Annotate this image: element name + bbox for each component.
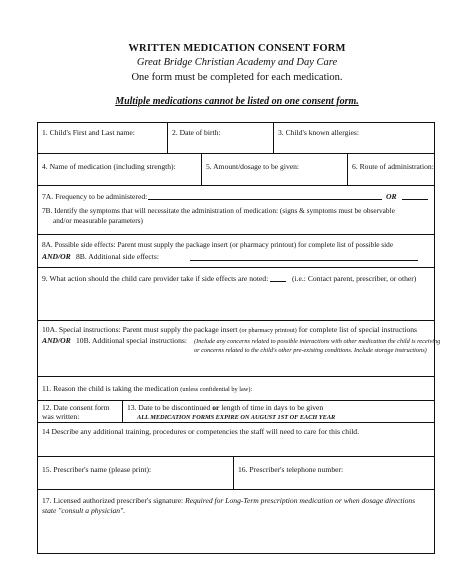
- reason-label: [42, 384, 252, 394]
- additional-instructions-note1: (Include any concerns related to possible interactions with other medication the child is receiving: [194, 338, 441, 345]
- row-training: [38, 422, 434, 456]
- prescriber-name-field[interactable]: [38, 457, 233, 489]
- discontinue-or: or: [212, 403, 220, 412]
- discontinue-length: length of time in days to be given: [221, 403, 324, 412]
- allergies-label: 3. Child's known allergies:: [278, 128, 359, 137]
- child-name-field[interactable]: [38, 123, 167, 153]
- frequency-input-line[interactable]: [148, 199, 382, 200]
- prescriber-phone-label: 16. Prescriber's telephone number:: [238, 465, 344, 474]
- dosage-label: 5. Amount/dosage to be given:: [206, 162, 300, 171]
- prescriber-name-label: 15. Prescriber's name (please print):: [42, 465, 152, 474]
- side-effect-action-input-line[interactable]: [270, 281, 286, 282]
- symptoms-label-line2: and/or measurable parameters): [53, 216, 143, 225]
- prescriber-phone-field[interactable]: [233, 457, 434, 489]
- side-effects-andor: AND/OR: [42, 252, 71, 261]
- row-frequency-symptoms: [38, 185, 434, 234]
- medication-name-field[interactable]: [38, 154, 201, 185]
- row-reason: [38, 376, 434, 400]
- consent-date-label-line1: 12. Date consent form: [42, 403, 110, 412]
- date-of-birth-field[interactable]: [167, 123, 273, 153]
- row-medication-info: [38, 153, 434, 185]
- additional-side-effects-label: 8B. Additional side effects:: [76, 252, 159, 261]
- consent-date-field[interactable]: [38, 401, 122, 422]
- signature-note1: Required for Long-Term prescription medication or when dosage directions: [185, 496, 416, 505]
- row-dates: [38, 400, 434, 422]
- discontinue-field[interactable]: [122, 401, 434, 422]
- side-effect-action-example: (i.e.: Contact parent, prescriber, or other): [292, 274, 417, 283]
- reason-text: 11. Reason the child is taking the medication: [42, 384, 179, 393]
- additional-side-effects-input-line[interactable]: [190, 260, 418, 261]
- discontinue-text: 13. Date to be discontinued: [127, 403, 211, 412]
- dosage-field[interactable]: [201, 154, 347, 185]
- signature-text: 17. Licensed authorized prescriber's signature:: [42, 496, 184, 505]
- additional-instructions-note2: or concerns related to the child's other pre-existing conditions. Include storage instructions): [194, 347, 427, 354]
- signature-label: [42, 496, 415, 505]
- additional-instructions-label: 10B. Additional special instructions:: [76, 336, 187, 345]
- child-name-label: 1. Child's First and Last name:: [42, 128, 135, 137]
- special-instructions-text: 10A. Special instructions: Parent must supply the package insert: [42, 325, 238, 334]
- signature-note2: state "consult a physician".: [42, 506, 126, 515]
- row-side-effect-action: [38, 267, 434, 320]
- row-prescriber: [38, 456, 434, 489]
- side-effects-label: 8A. Possible side effects: Parent must supply the package insert (or pharmacy printout) for complete list of possible side: [42, 240, 394, 249]
- school-name: Great Bridge Christian Academy and Day Care: [136, 57, 338, 68]
- form-instruction: One form must be completed for each medication.: [131, 72, 343, 83]
- special-instructions-small: (or pharmacy printout): [239, 327, 297, 334]
- form-title: WRITTEN MEDICATION CONSENT FORM: [128, 43, 346, 54]
- row-child-info: [38, 123, 434, 153]
- special-instructions-rest: for complete list of special instructions: [298, 325, 417, 334]
- frequency-or-line[interactable]: [402, 199, 428, 200]
- row-side-effects: [38, 234, 434, 267]
- allergies-field[interactable]: [273, 123, 434, 153]
- special-instructions-label: [42, 325, 417, 335]
- special-instructions-andor: AND/OR: [42, 336, 71, 345]
- symptoms-label-line1: 7B. Identify the symptoms that will necessitate the administration of medication: (signs & symptoms must be observable: [42, 206, 395, 215]
- row-signature: [38, 489, 434, 553]
- multiple-medications-warning: Multiple medications cannot be listed on one consent form.: [115, 96, 359, 107]
- medication-name-label: 4. Name of medication (including strength):: [42, 162, 176, 171]
- route-field[interactable]: [347, 154, 434, 185]
- training-label: 14 Describe any additional training, procedures or competencies the staff will need to care for this child.: [42, 427, 360, 436]
- row-special-instructions: [38, 320, 441, 376]
- date-of-birth-label: 2. Date of birth:: [172, 128, 221, 137]
- frequency-or: OR: [386, 192, 397, 201]
- reason-small: (unless confidential by law):: [180, 386, 253, 393]
- side-effect-action-label: 9. What action should the child care provider take if side effects are noted:: [42, 274, 269, 283]
- route-label: 6. Route of administration:: [352, 162, 434, 171]
- frequency-label: 7A. Frequency to be administered:: [42, 192, 148, 201]
- expiry-notice: ALL MEDICATION FORMS EXPIRE ON AUGUST 1ST OF EACH YEAR: [137, 414, 336, 421]
- discontinue-label: [127, 403, 323, 412]
- consent-date-label-line2: was written:: [42, 412, 80, 421]
- consent-form-table: [37, 122, 441, 554]
